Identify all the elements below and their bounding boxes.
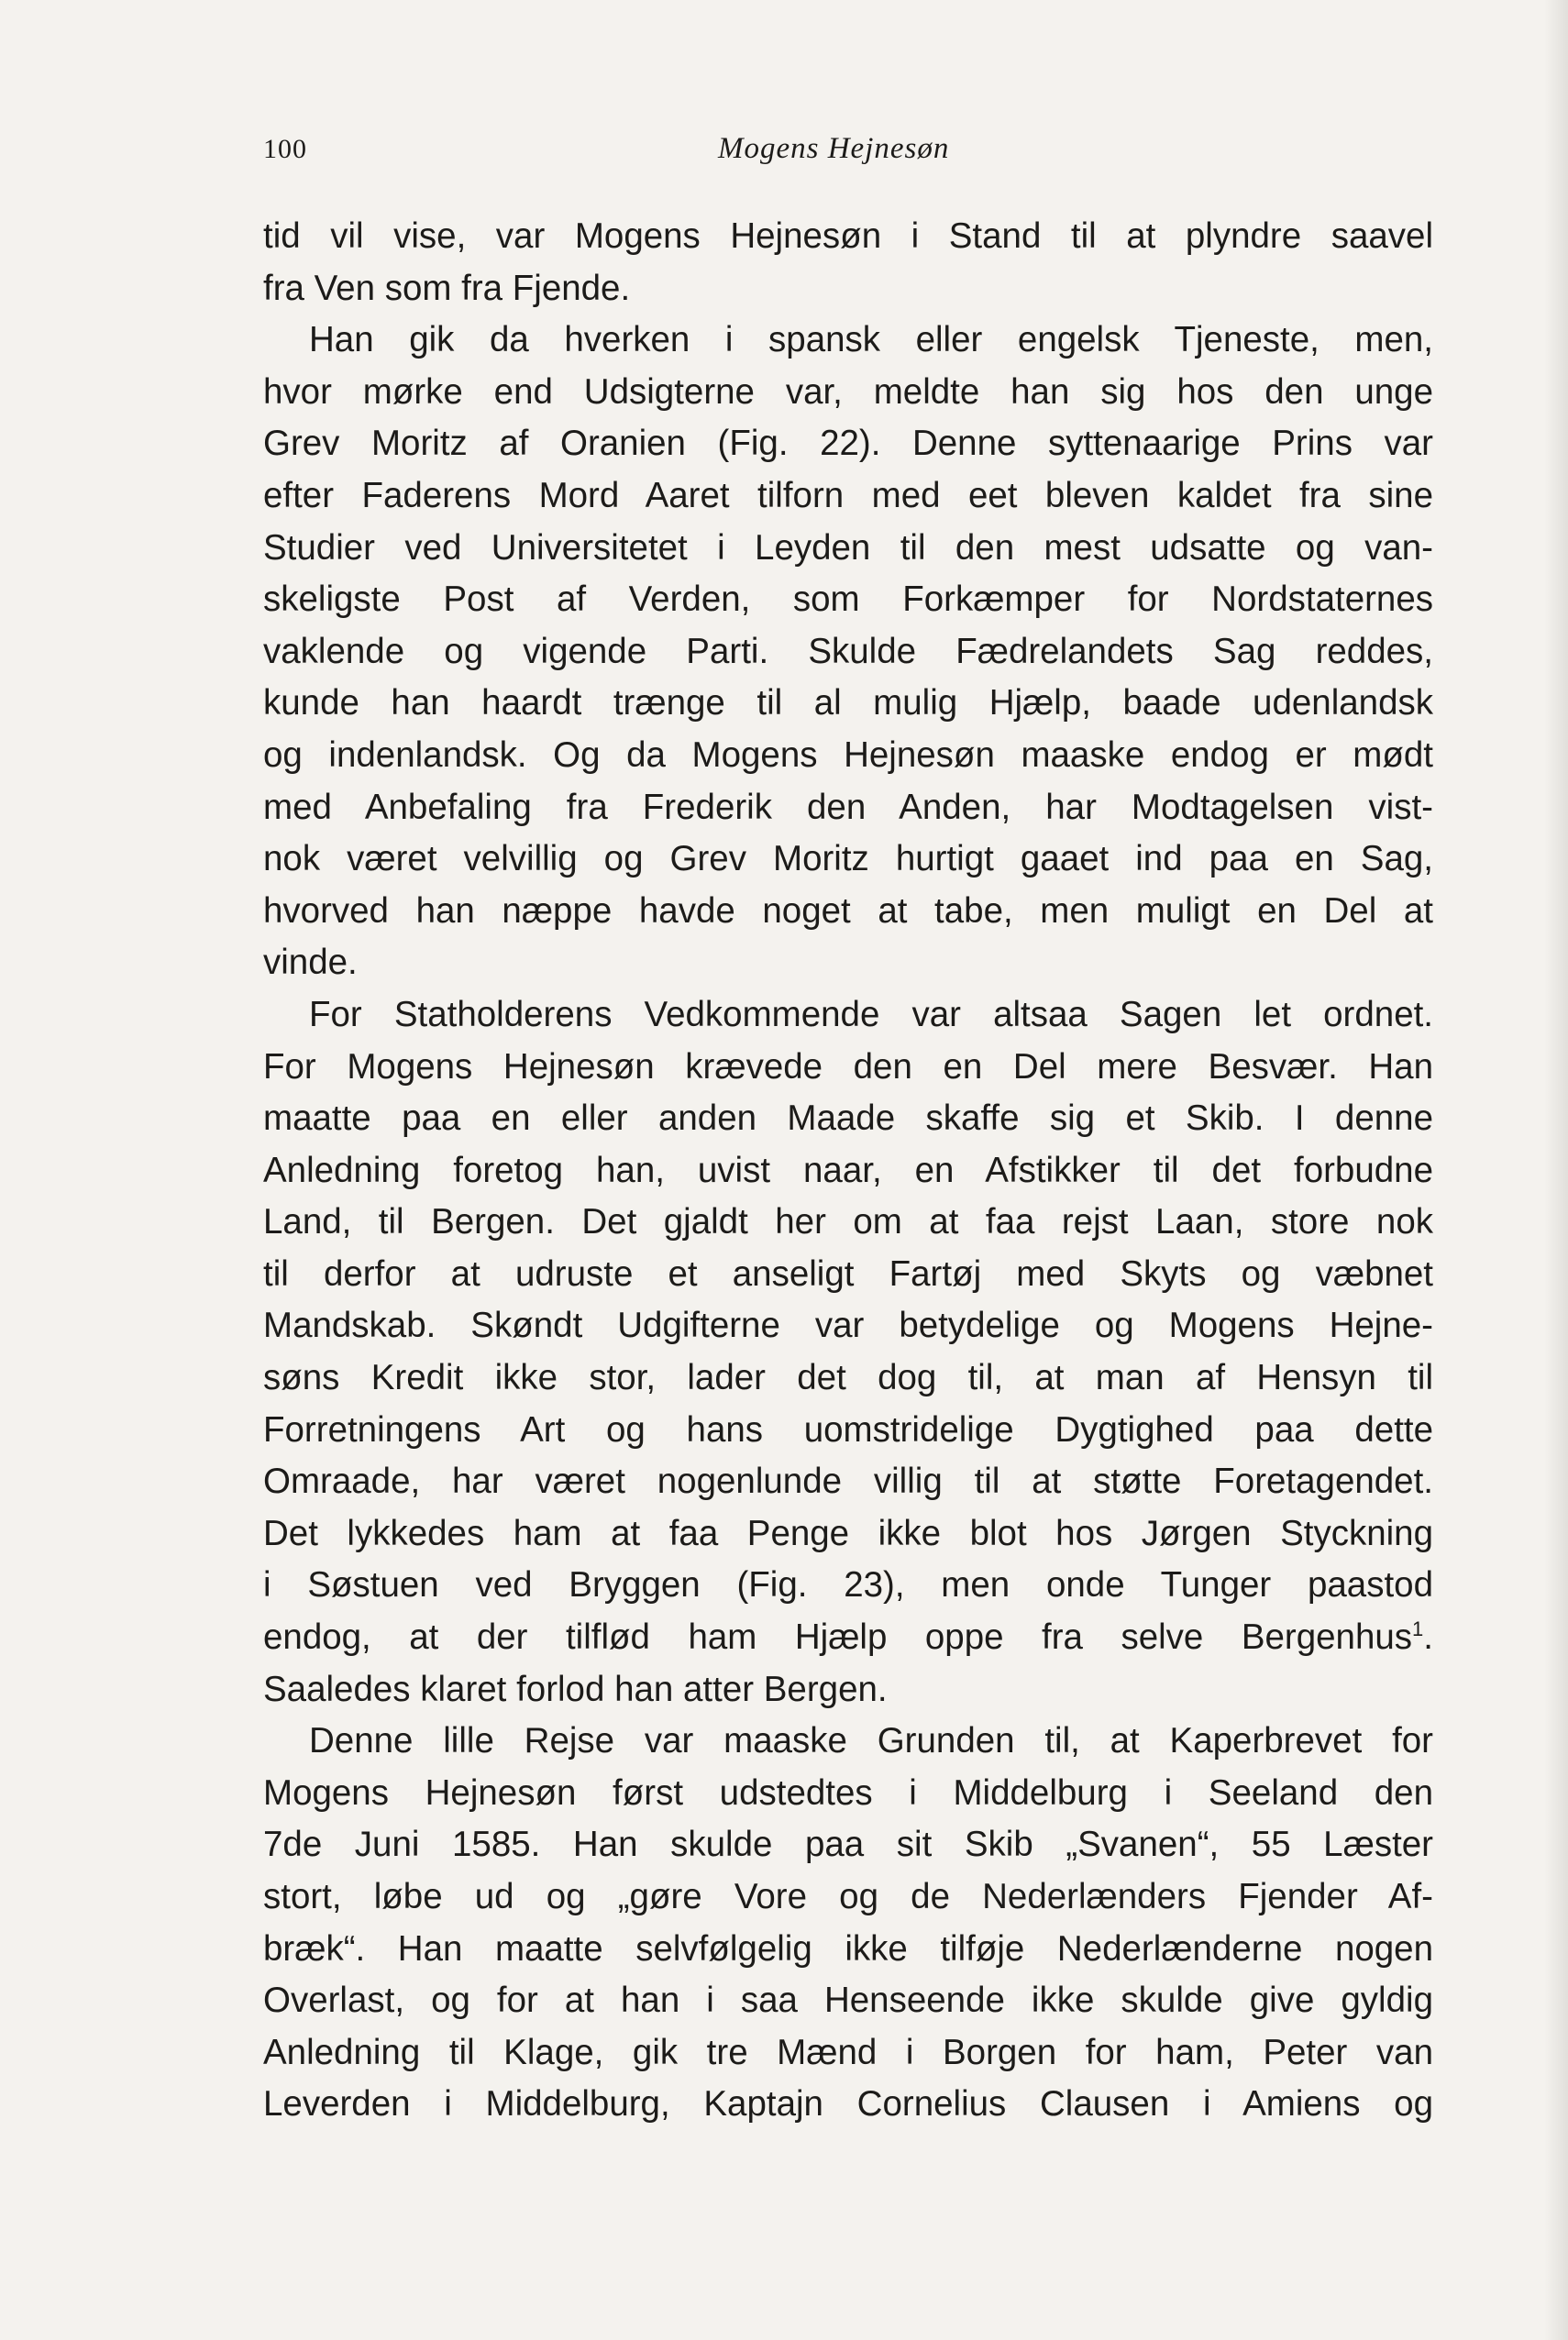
text-line: Denne lille Rejse var maaske Grunden til, at Kaperbrevet for [309,1721,1433,1761]
text-line-with-footnote [263,1612,1433,1664]
text-line: Han gik da hverken i spansk eller engelsk Tjeneste, men, [309,320,1433,360]
text-line: efter Faderens Mord Aaret tilforn med eet bleven kaldet fra sine [263,475,1433,515]
text-line: hvor mørke end Udsigterne var, meldte han sig hos den unge [263,371,1433,412]
body-text [263,211,1433,2131]
text-line: stort, løbe ud og „gøre Vore og de Nederlænders Fjender Af- [263,1877,1433,1916]
text-line: Studier ved Universitetet i Leyden til den mest udsatte og van- [263,527,1433,568]
text-line: i Søstuen ved Bryggen (Fig. 23), men onde Tunger paastod [263,1565,1433,1606]
text-line: vaklende og vigende Parti. Skulde Fædrelandets Sag reddes, [263,631,1433,671]
text-line: Anledning til Klage, gik tre Mænd i Borgen for ham, Peter van [263,2032,1433,2072]
text-line: bræk“. Han maatte selvfølgelig ikke tilføje Nederlænderne nogen [263,1928,1433,1969]
text-line: Mandskab. Skøndt Udgifterne var betydelige og Mogens Hejne- [263,1306,1433,1346]
page-edge-shadow [1544,0,1568,2340]
text-line: 7de Juni 1585. Han skulde paa sit Skib „Svanen“, 55 Læster [263,1825,1433,1865]
text-line: fra Ven som fra Fjende. [263,268,631,308]
text-line: og indenlandsk. Og da Mogens Hejnesøn maaske endog er mødt [263,734,1433,775]
text-line: Mogens Hejnesøn først udstedtes i Middelburg i Seeland den [263,1772,1433,1813]
text-line: Grev Moritz af Oranien (Fig. 22). Denne syttenaarige Prins var [263,424,1433,464]
text-line: med Anbefaling fra Frederik den Anden, har Modtagelsen vist- [263,787,1433,827]
text-line: skeligste Post af Verden, som Forkæmper for Nordstaternes [263,579,1433,620]
text-line: maatte paa en eller anden Maade skaffe sig et Skib. I denne [263,1098,1433,1139]
text-line: vinde. [263,943,358,983]
running-head: Mogens Hejnesøn [718,132,950,165]
footnote-marker-tail: . [1423,1617,1433,1658]
text-line: For Mogens Hejnesøn krævede den en Del mere Besvær. Han [263,1046,1433,1087]
text-line: nok været velvillig og Grev Moritz hurtigt gaaet ind paa en Sag, [263,839,1433,879]
text-line: Forretningens Art og hans uomstridelige Dygtighed paa dette [263,1409,1433,1450]
text-line: til derfor at udruste et anseligt Fartøj med Skyts og væbnet [263,1253,1433,1294]
footnote-marker: 1 [1412,1617,1424,1641]
text-line: Overlast, og for at han i saa Henseende ikke skulde give gyldig [263,1981,1433,2021]
text-line-content: endog, at der tilflød ham Hjælp oppe fra selve Bergenhus [263,1617,1413,1658]
text-line: tid vil vise, var Mogens Hejnesøn i Stand til at plyndre saavel [263,216,1433,256]
text-line: Leverden i Middelburg, Kaptajn Cornelius Clausen i Amiens og [263,2084,1433,2125]
page-number: 100 [263,134,307,164]
text-line: Anledning foretog han, uvist naar, en Afstikker til det forbudne [263,1150,1433,1190]
text-line: Omraade, har været nogenlunde villig til at støtte Foretagendet. [263,1462,1433,1502]
text-line: Det lykkedes ham at faa Penge ikke blot hos Jørgen Styckning [263,1513,1433,1553]
text-line: Saaledes klaret forlod han atter Bergen. [263,1669,888,1709]
text-line: hvorved han næppe havde noget at tabe, men muligt en Del at [263,890,1433,931]
text-line: kunde han haardt trænge til al mulig Hjælp, baade udenlandsk [263,683,1433,723]
text-line: For Statholderens Vedkommende var altsaa Sagen let ordnet. [309,994,1433,1034]
page-header [263,134,1437,171]
text-line: søns Kredit ikke stor, lader det dog til, at man af Hensyn til [263,1358,1433,1398]
text-line: Land, til Bergen. Det gjaldt her om at faa rejst Laan, store nok [263,1202,1433,1242]
